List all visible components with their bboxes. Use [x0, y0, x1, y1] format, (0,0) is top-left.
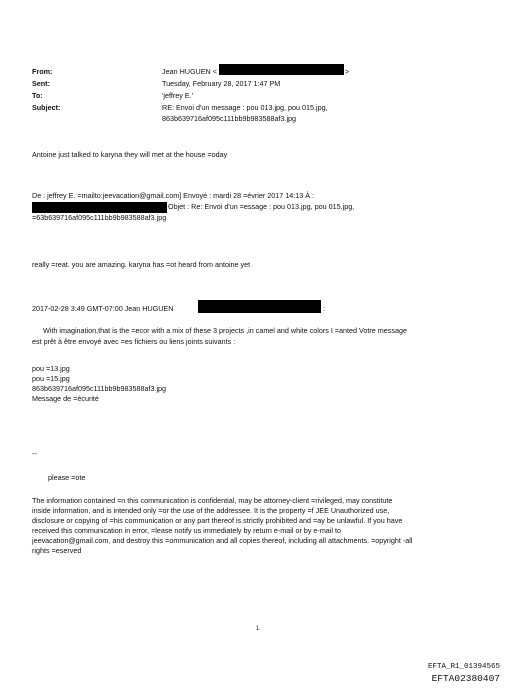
quoted-header-line-1: De : jeffrey E. =mailto:jeevacation@gmail.com] Envoyé : mardi 28 =évrier 2017 14:13 À :	[32, 191, 315, 200]
disclaimer-line: disclosure or copying of =his communication or any part thereof is strictly prohibited and =ay be unlawful. If you have	[32, 516, 403, 525]
attachment-item: pou =15.jpg	[32, 374, 70, 383]
sent-label: Sent:	[32, 79, 50, 88]
reply-text: really =reat. you are amazing. karyna has =ot heard from antoine yet	[32, 260, 251, 269]
older-header-tail: :	[323, 304, 325, 313]
from-tail: >	[345, 67, 350, 76]
older-body-line-1: With imagination,that is the =ecor with a mix of these 3 projects ,in camel and white colors I =anted Votre message	[43, 326, 407, 335]
quoted-header-line-3: =63b639716af095c111bb9b983588af3.jpg	[32, 213, 167, 222]
redaction-older-email	[198, 300, 321, 313]
footer-ref-1: EFTA_R1_01394565	[427, 663, 500, 671]
page-number: 1	[256, 626, 260, 632]
attachment-item: 863b639716af095c111bb9b983588af3.jpg	[32, 384, 167, 393]
disclaimer-line: received this communication in error, =lease notify us immediately by return e-mail or by e-mail to	[32, 526, 341, 535]
subject-label: Subject:	[32, 103, 61, 112]
subject-line-2: 863b639716af095c111bb9b983588af3.jpg	[162, 114, 297, 123]
message-line: Antoine just talked to karyna they will met at the house =oday	[32, 150, 228, 159]
please-note: please =ote	[48, 473, 86, 482]
to-value: 'jeffrey E.'	[162, 91, 193, 100]
redaction-recipient	[32, 202, 167, 213]
to-label: To:	[32, 91, 43, 100]
disclaimer-line: rights =eserved	[32, 546, 82, 555]
disclaimer-line: inside information, and is intended only =or the use of the addressee. It is the property =f JEE Unauthorized use,	[32, 506, 390, 515]
signature-separator: --	[32, 449, 37, 458]
from-label: From:	[32, 67, 53, 76]
disclaimer-line: The information contained =n this communication is confidential, may be attorney-client =rivileged, may constitute	[32, 496, 393, 505]
redaction-from-email	[219, 64, 344, 75]
footer-ref-2: EFTA02380407	[431, 673, 500, 684]
subject-line-1: RE: Envoi d'un message : pou 013.jpg, pou 015.jpg,	[162, 103, 328, 112]
attachment-item: Message de =écurité	[32, 394, 99, 403]
quoted-header-line-2: Objet : Re: Envoi d'un =essage : pou 013.jpg, pou 015.jpg,	[168, 202, 355, 211]
attachment-item: pou =13.jpg	[32, 364, 70, 373]
disclaimer-line: jeevacation@gmail.com, and destroy this =ommunication and all copies thereof, including all attachments. =opyright -all	[32, 536, 413, 545]
sent-value: Tuesday, February 28, 2017 1:47 PM	[162, 79, 281, 88]
older-header: 2017-02-28 3:49 GMT-07:00 Jean HUGUEN	[32, 304, 174, 313]
older-body-line-2: est prêt à être envoyé avec =es fichiers ou liens joints suivants :	[32, 337, 236, 346]
from-value: Jean HUGUEN <	[162, 67, 217, 76]
